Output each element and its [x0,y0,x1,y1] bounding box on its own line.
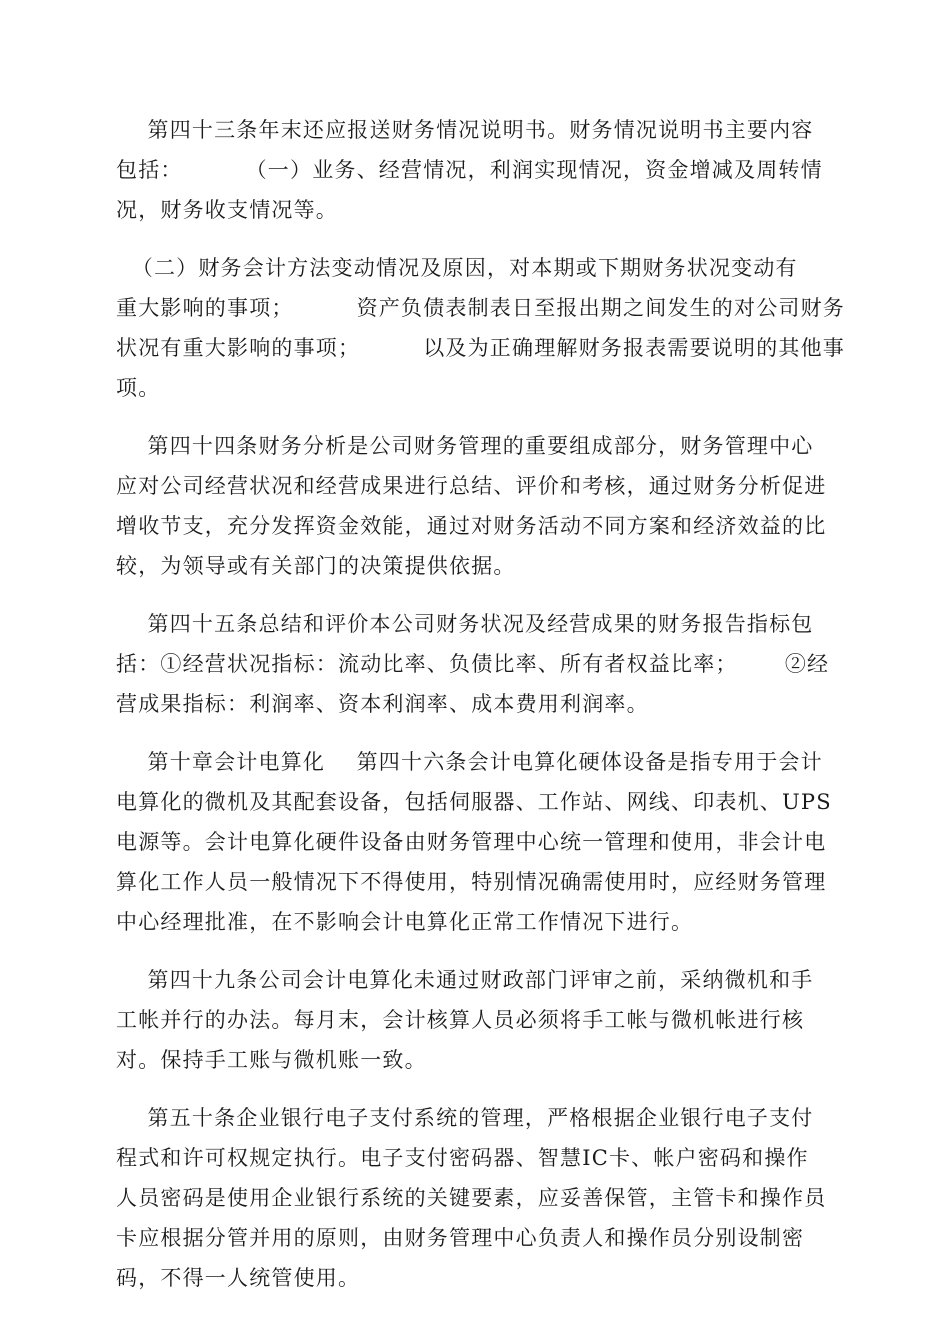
paragraph-article-44 [116,426,834,586]
document-page [116,110,845,1316]
paragraph-chapter-10-article-46 [116,742,834,942]
text-line: 第四十三条年末还应报送财务情况说明书。财务情况说明书主要内容 [116,118,814,142]
paragraph-article-50 [116,1098,834,1298]
text-line: 中心经理批准，在不影响会计电算化正常工作情况下进行。 [116,910,694,934]
text-line: 人员密码是使用企业银行系统的关键要素，应妥善保管，主管卡和操作员 [116,1186,827,1210]
text-line: 对。保持手工账与微机账一致。 [116,1048,427,1072]
paragraph-article-43 [116,110,834,230]
text-line: 重大影响的事项； 资产负债表制表日至报出期之间发生的对公司财务 [116,296,845,320]
text-line: 包括： （一）业务、经营情况，利润实现情况，资金增减及周转情 [116,158,823,182]
text-line: 算化工作人员一般情况下不得使用，特别情况确需使用时，应经财务管理 [116,870,827,894]
text-line: 括：①经营状况指标：流动比率、负债比率、所有者权益比率； ②经 [116,652,830,676]
text-line: 工帐并行的办法。每月末，会计核算人员必须将手工帐与微机帐进行核 [116,1008,805,1032]
text-line: 卡应根据分管并用的原则，由财务管理中心负责人和操作员分别设制密 [116,1226,805,1250]
text-line: 较，为领导或有关部门的决策提供依据。 [116,554,516,578]
text-line: 第四十四条财务分析是公司财务管理的重要组成部分，财务管理中心 [116,434,814,458]
text-line: 第十章会计电算化 第四十六条会计电算化硬体设备是指专用于会计 [116,750,823,774]
text-line: 况，财务收支情况等。 [116,198,338,222]
text-line: 第四十九条公司会计电算化未通过财政部门评审之前，采纳微机和手 [116,968,814,992]
text-line: 应对公司经营状况和经营成果进行总结、评价和考核，通过财务分析促进 [116,474,827,498]
text-line: 状况有重大影响的事项； 以及为正确理解财务报表需要说明的其他事 [116,336,845,360]
text-line: 第五十条企业银行电子支付系统的管理，严格根据企业银行电子支付 [116,1106,814,1130]
paragraph-item-2 [116,248,845,408]
paragraph-article-45 [116,604,834,724]
text-line: 项。 [116,376,161,400]
text-line: 程式和许可权规定执行。电子支付密码器、智慧IC卡、帐户密码和操作 [116,1146,809,1170]
paragraph-article-49 [116,960,834,1080]
text-line: （二）财务会计方法变动情况及原因，对本期或下期财务状况变动有 [116,256,798,280]
text-line: 营成果指标：利润率、资本利润率、成本费用利润率。 [116,692,649,716]
text-line: 电源等。会计电算化硬件设备由财务管理中心统一管理和使用，非会计电 [116,830,827,854]
text-line: 码，不得一人统管使用。 [116,1266,361,1290]
text-line: 电算化的微机及其配套设备，包括伺服器、工作站、网线、印表机、UPS [116,790,832,814]
text-line: 第四十五条总结和评价本公司财务状况及经营成果的财务报告指标包 [116,612,814,636]
text-line: 增收节支，充分发挥资金效能，通过对财务活动不同方案和经济效益的比 [116,514,827,538]
